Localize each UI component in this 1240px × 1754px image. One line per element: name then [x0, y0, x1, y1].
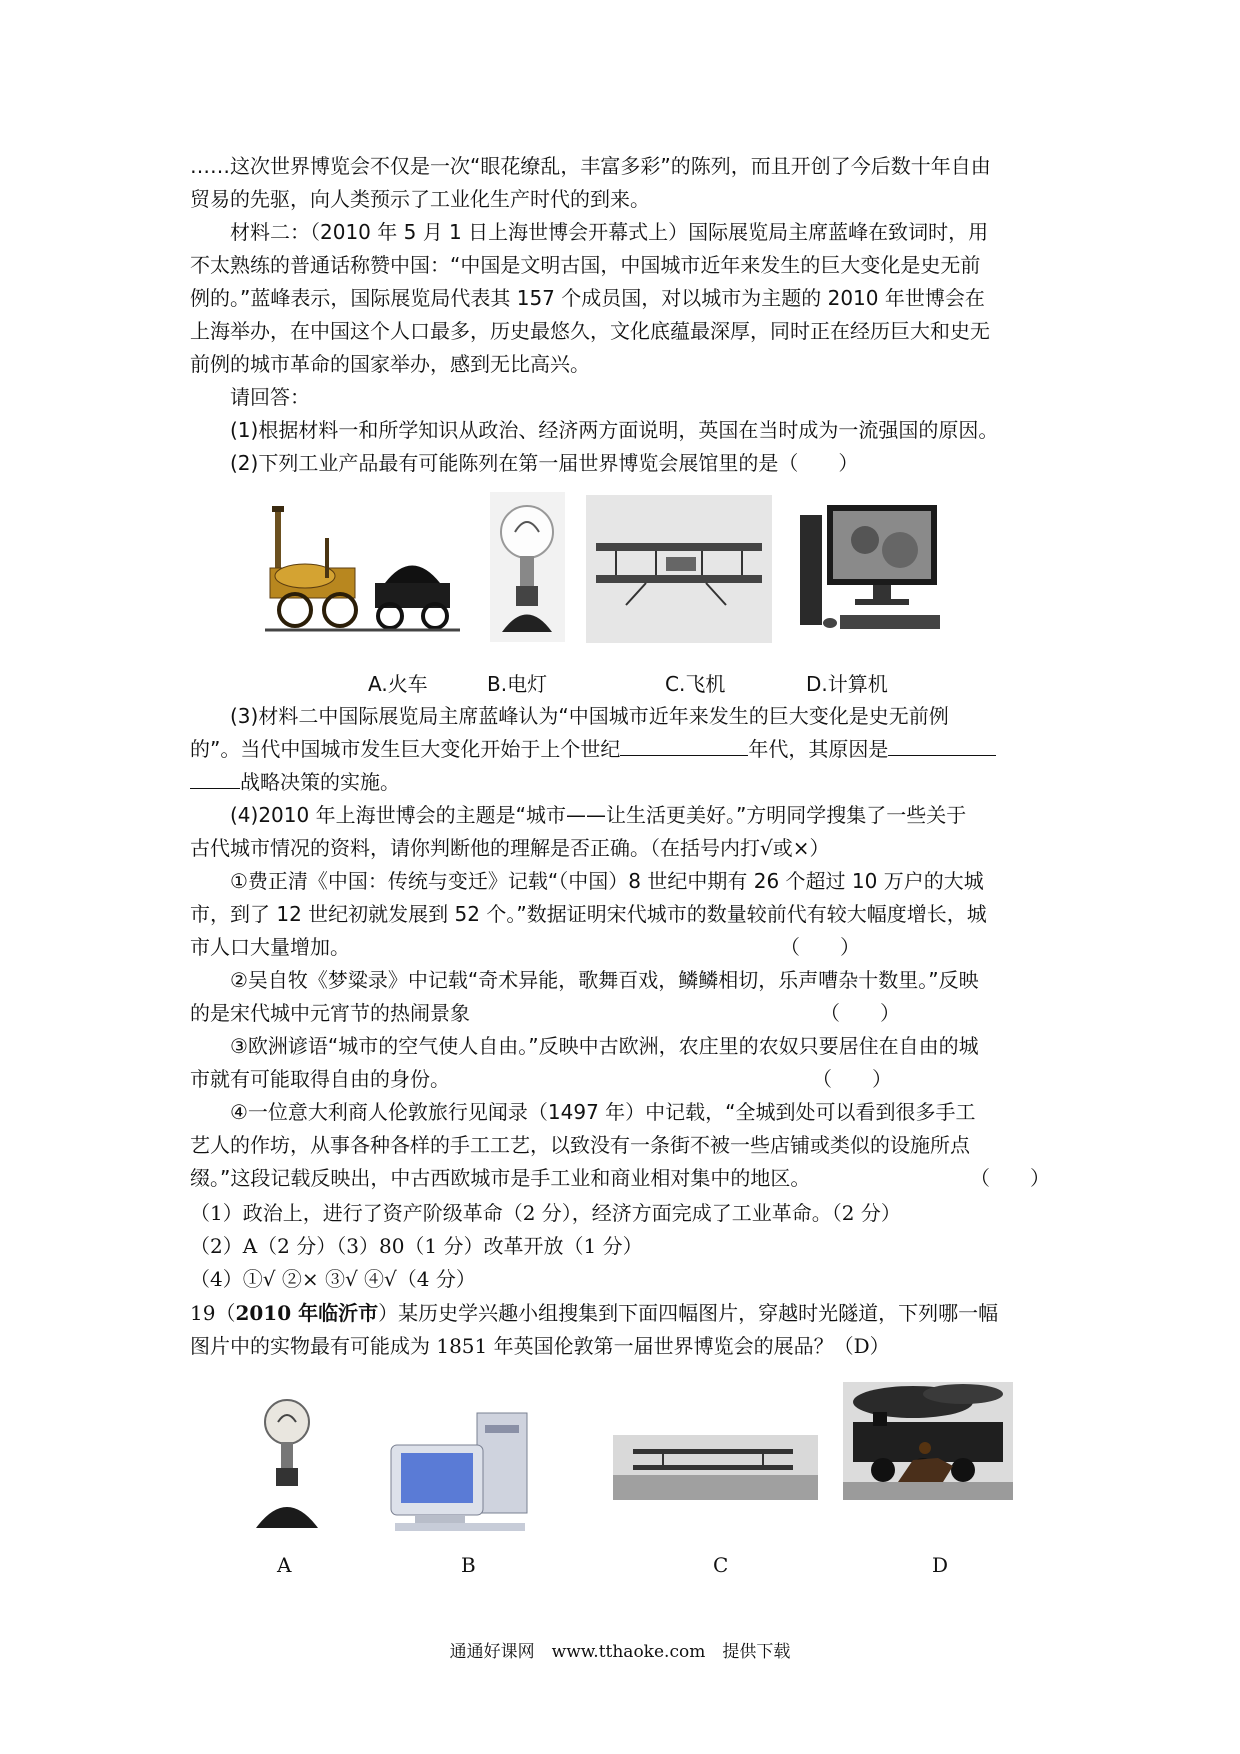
question-19-text: ）某历史学兴趣小组搜集到下面四幅图片，穿越时光隧道，下列哪一幅 — [378, 1301, 999, 1325]
material1-line: ……这次世界博览会不仅是一次“眼花缭乱，丰富多彩”的陈列，而且开创了今后数十年自由 — [190, 154, 991, 178]
item-4: 缀。”这段记载反映出，中古西欧城市是手工业和商业相对集中的地区。 — [190, 1166, 811, 1190]
item-3: ③欧洲谚语“城市的空气使人自由。”反映中古欧洲，农庄里的农奴只要居住在自由的城 — [230, 1034, 979, 1058]
answer-line: （2）A（2 分）（3）80（1 分）改革开放（1 分） — [190, 1234, 643, 1258]
question-19-source: 2010 年临沂市 — [235, 1301, 379, 1325]
biplane-image — [613, 1435, 818, 1500]
material2-line: 例的。”蓝峰表示，国际展览局代表其 157 个成员国，对以城市为主题的 2010 年世博会在 — [190, 286, 985, 310]
option-d: D — [932, 1553, 949, 1577]
option-d-computer: D.计算机 — [806, 672, 888, 696]
light-bulb-image — [248, 1390, 326, 1532]
option-c-plane: C.飞机 — [665, 672, 726, 696]
question-4: (4)2010 年上海世博会的主题是“城市——让生活更美好。”方明同学搜集了一些关于 — [230, 803, 967, 827]
steam-locomotive-image — [265, 498, 460, 638]
judgement-paren-1[interactable]: （ ） — [780, 935, 860, 959]
item-1: 市，到了 12 世纪初就发展到 52 个。”数据证明宋代城市的数量较前代有较大幅度增长，城 — [190, 902, 987, 926]
answer-line: （4）①√ ②× ③√ ④√（4 分） — [190, 1267, 476, 1291]
answer-line: （1）政治上，进行了资产阶级革命（2 分），经济方面完成了工业革命。（2 分） — [190, 1201, 901, 1225]
option-c: C — [713, 1553, 729, 1577]
question-1: (1)根据材料一和所学知识从政治、经济两方面说明，英国在当时成为一流强国的原因。 — [230, 418, 999, 442]
material2-line: 前例的城市革命的国家举办，感到无比高兴。 — [190, 352, 590, 376]
answer-blank-reason-cont[interactable] — [190, 766, 240, 789]
material1-line: 贸易的先驱，向人类预示了工业化生产时代的到来。 — [190, 187, 650, 211]
question-19 — [190, 1297, 1070, 1330]
item-4: 艺人的作坊，从事各种各样的手工工艺，以致没有一条街不被一些店铺或类似的设施所点 — [190, 1133, 970, 1157]
item-2: 的是宋代城中元宵节的热闹景象 — [190, 1001, 470, 1025]
answer-blank-reason[interactable] — [888, 733, 996, 756]
judgement-paren-3[interactable]: （ ） — [812, 1067, 892, 1091]
judgement-paren-4[interactable]: （ ） — [970, 1166, 1050, 1190]
item-3: 市就有可能取得自由的身份。 — [190, 1067, 450, 1091]
item-1: ①费正清《中国：传统与变迁》记载“（中国）8 世纪中期有 26 个超过 10 万户的大城 — [230, 869, 984, 893]
judgement-paren-2[interactable]: （ ） — [820, 1001, 900, 1025]
question-3-line — [190, 733, 1070, 766]
question-3-text: 战略决策的实施。 — [240, 770, 400, 794]
material2-line: 材料二：（2010 年 5 月 1 日上海世博会开幕式上）国际展览局主席蓝峰在致词时，用 — [230, 220, 989, 244]
question-19-number: 19（ — [190, 1301, 236, 1325]
light-bulb-image — [490, 492, 565, 642]
desktop-computer-image — [385, 1405, 555, 1535]
question-4: 古代城市情况的资料，请你判断他的理解是否正确。（在括号内打√或×） — [190, 836, 830, 860]
question-19: 图片中的实物最有可能成为 1851 年英国伦敦第一届世界博览会的展品？（D） — [190, 1334, 890, 1358]
material2-line: 不太熟练的普通话称赞中国：“中国是文明古国，中国城市近年来发生的巨大变化是史无前 — [190, 253, 981, 277]
question-2: (2)下列工业产品最有可能陈列在第一届世界博览会展馆里的是（ ） — [230, 451, 859, 475]
question-3-text: 的”。当代中国城市发生巨大变化开始于上个世纪 — [190, 737, 621, 761]
question-3-line — [190, 766, 1070, 799]
answer-blank-decade[interactable] — [620, 733, 748, 756]
steam-train-with-horse-image — [843, 1382, 1013, 1500]
option-b-lamp: B.电灯 — [487, 672, 548, 696]
option-b: B — [461, 1553, 476, 1577]
question-3-text: 年代，其原因是 — [748, 737, 889, 761]
option-a-train: A.火车 — [368, 672, 428, 696]
item-1: 市人口大量增加。 — [190, 935, 350, 959]
prompt-answer: 请回答： — [230, 385, 310, 409]
biplane-image — [586, 495, 772, 643]
item-4: ④一位意大利商人伦敦旅行见闻录（1497 年）中记载，“全城到处可以看到很多手工 — [230, 1100, 976, 1124]
option-a: A — [277, 1553, 292, 1577]
desktop-computer-image — [795, 495, 967, 645]
question-3: (3)材料二中国际展览局主席蓝峰认为“中国城市近年来发生的巨大变化是史无前例 — [230, 704, 949, 728]
item-2: ②吴自牧《梦粱录》中记载“奇术异能，歌舞百戏，鳞鳞相切，乐声嘈杂十数里。”反映 — [230, 968, 979, 992]
footer-source: 通通好课网 www.tthaoke.com 提供下载 — [449, 1642, 791, 1662]
material2-line: 上海举办，在中国这个人口最多，历史最悠久，文化底蕴最深厚，同时正在经历巨大和史无 — [190, 319, 990, 343]
